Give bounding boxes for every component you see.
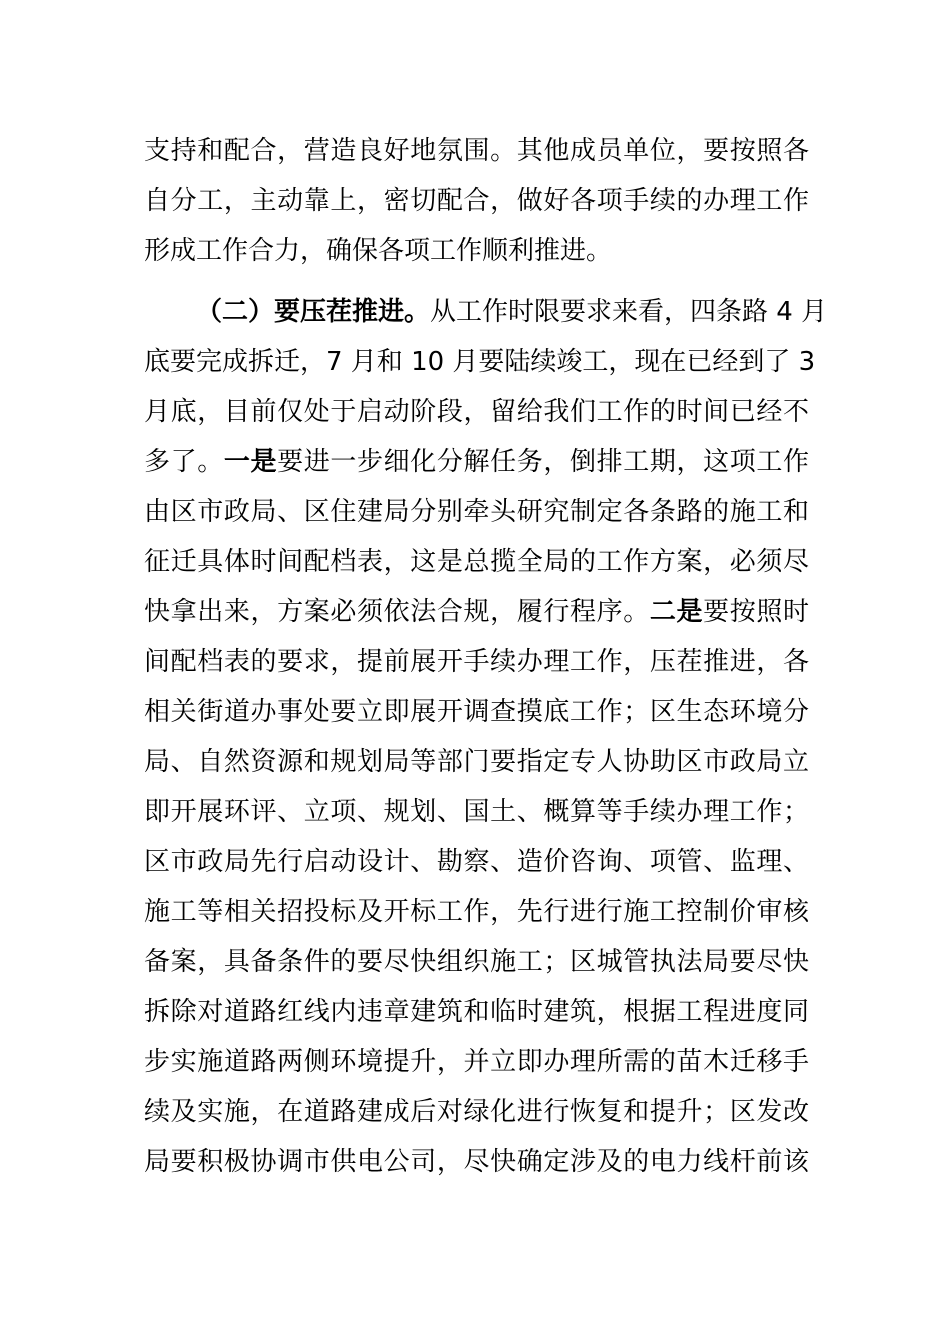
text-line bbox=[144, 287, 828, 337]
text-line: 间配档表的要求，提前展开手续办理工作，压茬推进，各 bbox=[144, 647, 809, 677]
paragraph-1 bbox=[144, 126, 809, 276]
text-span: 快拿出来，方案必须依法合规，履行程序。 bbox=[144, 597, 650, 627]
emphasis-first: 一是 bbox=[223, 447, 278, 477]
text-span: 要按照时 bbox=[703, 597, 809, 627]
text-line: 由区市政局、区住建局分别牵头研究制定各条路的施工和 bbox=[144, 497, 809, 527]
text-span: 从工作时限要求来看，四条路 4 月 bbox=[430, 297, 828, 327]
document-body bbox=[144, 126, 828, 1187]
text-line: 相关街道办事处要立即展开调查摸底工作；区生态环境分 bbox=[144, 697, 809, 727]
text-line: 月底，目前仅处于启动阶段，留给我们工作的时间已经不 bbox=[144, 397, 809, 427]
text-line: 施工等相关招投标及开标工作，先行进行施工控制价审核 bbox=[144, 897, 809, 927]
text-line bbox=[144, 437, 809, 487]
text-line: 支持和配合，营造良好地氛围。其他成员单位，要按照各 bbox=[144, 136, 809, 166]
text-line: 征迁具体时间配档表，这是总揽全局的工作方案，必须尽 bbox=[144, 547, 809, 577]
text-line bbox=[144, 587, 809, 637]
emphasis-second: 二是 bbox=[649, 597, 704, 627]
text-line: 区市政局先行启动设计、勘察、造价咨询、项管、监理、 bbox=[144, 847, 809, 877]
text-line: 即开展环评、立项、规划、国土、概算等手续办理工作； bbox=[144, 797, 809, 827]
text-line: 步实施道路两侧环境提升，并立即办理所需的苗木迁移手 bbox=[144, 1047, 809, 1077]
text-line: 局要积极协调市供电公司，尽快确定涉及的电力线杆前该 bbox=[144, 1147, 809, 1177]
text-line: 续及实施，在道路建成后对绿化进行恢复和提升；区发改 bbox=[144, 1097, 809, 1127]
section-heading: （二）要压茬推进。 bbox=[196, 297, 431, 327]
text-line: 局、自然资源和规划局等部门要指定专人协助区市政局立 bbox=[144, 747, 809, 777]
paragraph-gap bbox=[144, 276, 809, 287]
text-line: 形成工作合力，确保各项工作顺利推进。 bbox=[144, 236, 613, 266]
paragraph-2 bbox=[144, 287, 828, 1187]
text-line: 备案，具备条件的要尽快组织施工；区城管执法局要尽快 bbox=[144, 947, 809, 977]
text-line: 自分工，主动靠上，密切配合，做好各项手续的办理工作 bbox=[144, 186, 809, 216]
text-span: 要进一步细化分解任务，倒排工期，这项工作 bbox=[277, 447, 809, 477]
text-line: 拆除对道路红线内违章建筑和临时建筑，根据工程进度同 bbox=[144, 997, 809, 1027]
text-line: 底要完成拆迁，7 月和 10 月要陆续竣工，现在已经到了 3 bbox=[144, 347, 816, 377]
text-span: 多了。 bbox=[144, 447, 224, 477]
